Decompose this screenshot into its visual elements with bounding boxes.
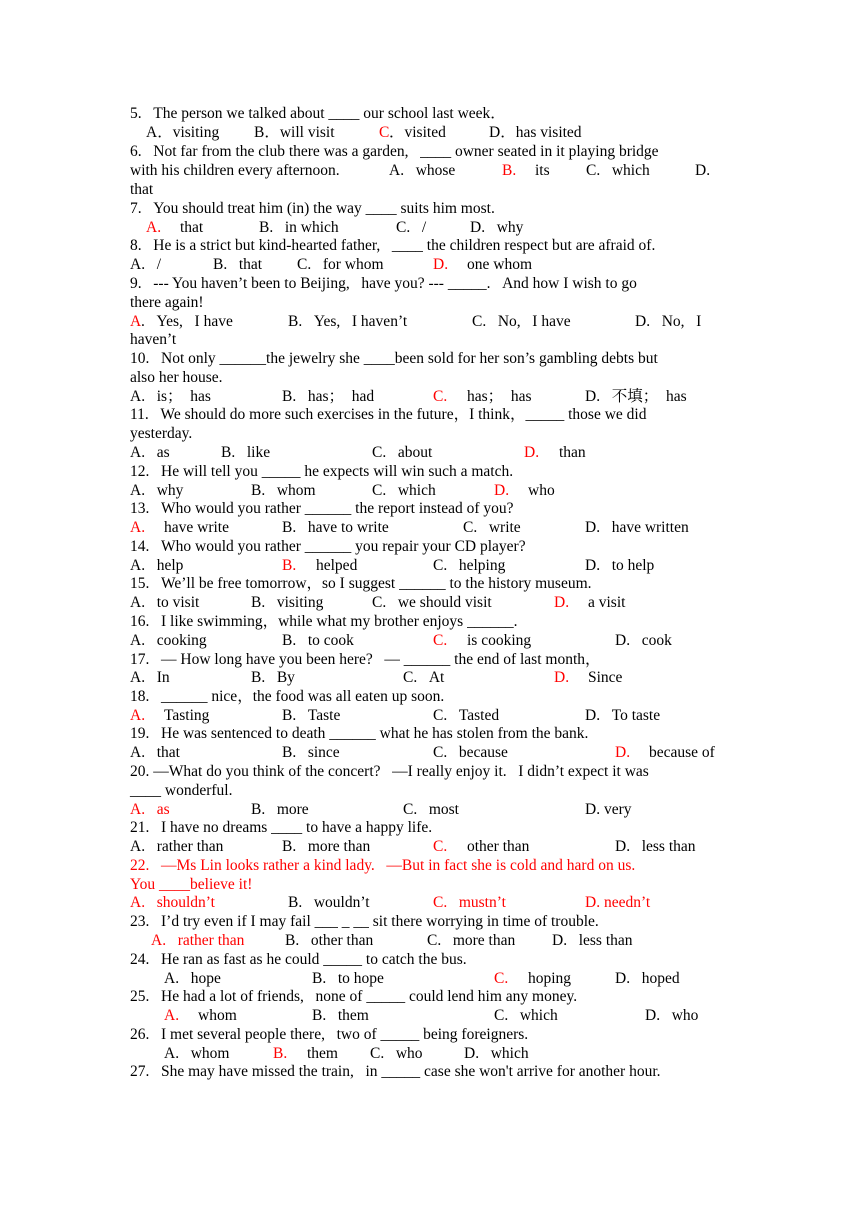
text-segment: 24. He ran as fast as he could _____ to catch the bus.: [130, 951, 467, 968]
option-b: B. them: [312, 1007, 369, 1024]
option-c: C. more than: [427, 932, 516, 949]
option-d: D. have written: [585, 519, 689, 536]
option-a: A. In: [130, 669, 170, 686]
option-b: B. like: [221, 444, 271, 461]
text-segment: haven’t: [130, 331, 177, 348]
option-c: C. mustn’t: [433, 894, 506, 911]
text-segment: 23. I’d try even if I may fail ___ _ __ sit there worrying in time of trouble.: [130, 913, 599, 930]
text-segment: 17. — How long have you been here? — ______ the end of last month，: [130, 651, 601, 668]
answer-marker: D.: [433, 256, 449, 273]
text-segment: 22. —Ms Lin looks rather a kind lady. —But in fact she is cold and hard on us.: [130, 857, 636, 874]
option-d: D. less than: [615, 838, 696, 855]
answer-marker: A: [130, 313, 142, 330]
option-d: D.: [695, 162, 711, 179]
text-segment: 19. He was sentenced to death ______ what he has stolen from the bank.: [130, 725, 589, 742]
text-segment: with his children every afternoon.: [130, 162, 340, 179]
option-d: who: [528, 482, 555, 499]
option-b: its: [535, 162, 550, 179]
option-b: them: [307, 1045, 338, 1062]
option-c: C. which: [372, 482, 436, 499]
option-b: B．will visit: [254, 124, 335, 141]
option-b: B. to hope: [312, 970, 384, 987]
option-b: B. have to write: [282, 519, 389, 536]
option-d: D．has visited: [489, 124, 582, 141]
option-a: A. as: [130, 444, 170, 461]
text-segment: 15. We’ll be free tomorrow，so I suggest ______ to the history museum.: [130, 575, 592, 592]
text-segment: ____ wonderful.: [130, 782, 233, 799]
option-a: A. why: [130, 482, 184, 499]
answer-marker: A.: [146, 219, 162, 236]
option-b: B. wouldn’t: [288, 894, 370, 911]
option-c: is cooking: [467, 632, 532, 649]
option-c: C. helping: [433, 557, 506, 574]
option-c: has； has: [467, 388, 532, 405]
option-b: B. visiting: [251, 594, 324, 611]
option-d: D. to help: [585, 557, 655, 574]
answer-marker: A.: [164, 1007, 180, 1024]
text-segment: also her house.: [130, 369, 223, 386]
option-a: A. whose: [389, 162, 456, 179]
option-b: B. has； had: [282, 388, 375, 405]
option-a: A. hope: [164, 970, 221, 987]
option-b: B. to cook: [282, 632, 354, 649]
option-b: B. that: [213, 256, 263, 273]
option-d: D. why: [470, 219, 524, 236]
text-segment: 21. I have no dreams ____ to have a happy life.: [130, 819, 433, 836]
option-d: a visit: [588, 594, 626, 611]
answer-marker: D.: [554, 594, 570, 611]
option-d: one whom: [467, 256, 533, 273]
option-c: ．visited: [389, 124, 446, 141]
text-segment: 5. The person we talked about ____ our school last week．: [130, 105, 506, 122]
option-d: D. To taste: [585, 707, 661, 724]
text-segment: 14. Who would you rather ______ you repair your CD player?: [130, 538, 526, 555]
answer-marker: D.: [615, 744, 631, 761]
option-d: D. No, I: [635, 313, 702, 330]
text-segment: 6. Not far from the club there was a garden, ____ owner seated in it playing bridge: [130, 143, 659, 160]
answer-marker: A.: [130, 707, 146, 724]
option-a: A. to visit: [130, 594, 200, 611]
option-a: A. rather than: [130, 838, 224, 855]
option-c: C. because: [433, 744, 508, 761]
option-b: B. Yes, I haven’t: [288, 313, 408, 330]
answer-marker: C: [379, 124, 390, 141]
text-segment: 25. He had a lot of friends, none of _____ could lend him any money.: [130, 988, 578, 1005]
answer-marker: D.: [524, 444, 540, 461]
text-segment: there again!: [130, 294, 204, 311]
option-b: helped: [316, 557, 358, 574]
answer-marker: C.: [433, 388, 448, 405]
option-b: B. in which: [259, 219, 339, 236]
option-c: C. write: [463, 519, 521, 536]
option-b: B. whom: [251, 482, 316, 499]
option-a: A. that: [130, 744, 180, 761]
option-b: B. other than: [285, 932, 374, 949]
option-d: D. needn’t: [585, 894, 651, 911]
option-a: A. cooking: [130, 632, 207, 649]
option-a: A．visiting: [146, 124, 220, 141]
answer-marker: B.: [502, 162, 517, 179]
text-segment: 12. He will tell you _____ he expects will win such a match.: [130, 463, 514, 480]
option-d: D. very: [585, 801, 632, 818]
option-d: than: [559, 444, 586, 461]
option-c: C. most: [403, 801, 459, 818]
text-segment: 13. Who would you rather ______ the report instead of you?: [130, 500, 514, 517]
option-a: Tasting: [164, 707, 210, 724]
text-segment: 20. —What do you think of the concert? —I really enjoy it. I didn’t expect it was: [130, 763, 649, 780]
text-segment: 27. She may have missed the train, in _____ case she won't arrive for another hour.: [130, 1063, 661, 1080]
option-c: C. for whom: [297, 256, 384, 273]
option-c: C. No, I have: [472, 313, 571, 330]
answer-marker: A.: [130, 519, 146, 536]
option-a: A. /: [130, 256, 161, 273]
text-segment: 11. We should do more such exercises in the future，I think，_____ those we did: [130, 406, 647, 423]
option-d: D. cook: [615, 632, 672, 649]
text-segment: 8. He is a strict but kind-hearted father, ____ the children respect but are afraid of.: [130, 237, 656, 254]
option-c: C. /: [396, 219, 427, 236]
text-segment: 16. I like swimming，while what my brother enjoys ______.: [130, 613, 518, 630]
option-d: Since: [588, 669, 623, 686]
answer-marker: B.: [282, 557, 297, 574]
option-c: C. we should visit: [372, 594, 492, 611]
text-segment: 18. ______ nice，the food was all eaten up soon.: [130, 688, 445, 705]
option-c: C. At: [403, 669, 445, 686]
option-a: that: [180, 219, 204, 236]
option-d: D. 不填； has: [585, 388, 687, 405]
option-c: other than: [467, 838, 530, 855]
option-a: A. whom: [164, 1045, 230, 1062]
option-a: A. shouldn’t: [130, 894, 215, 911]
answer-marker: D.: [554, 669, 570, 686]
option-d: D. less than: [552, 932, 633, 949]
answer-option-a: A. as: [130, 801, 170, 818]
option-a: whom: [198, 1007, 237, 1024]
text-segment: 9. --- You haven’t been to Beijing, have you? --- _____. And how I wish to go: [130, 275, 637, 292]
option-d: D. hoped: [615, 970, 680, 987]
answer-marker: B.: [273, 1045, 288, 1062]
answer-option-a: A. rather than: [151, 932, 245, 949]
option-c: C. which: [586, 162, 650, 179]
option-a: have write: [164, 519, 229, 536]
option-c: C. Tasted: [433, 707, 500, 724]
option-c: C. who: [370, 1045, 423, 1062]
option-c: hoping: [528, 970, 572, 987]
text-segment: yesterday.: [130, 425, 193, 442]
text-segment: 7. You should treat him (in) the way ____ suits him most.: [130, 200, 495, 217]
option-b: B. more than: [282, 838, 371, 855]
option-a: . Yes, I have: [141, 313, 233, 330]
text-segment: 26. I met several people there, two of _____ being foreigners.: [130, 1026, 529, 1043]
option-d: D. which: [464, 1045, 529, 1062]
option-b: B. since: [282, 744, 340, 761]
option-c: C. which: [494, 1007, 558, 1024]
option-d: because of: [649, 744, 715, 761]
option-b: B. Taste: [282, 707, 341, 724]
option-b: B. more: [251, 801, 309, 818]
option-a: A. help: [130, 557, 184, 574]
answer-marker: C.: [494, 970, 509, 987]
text-segment: You ____believe it!: [130, 876, 253, 893]
option-b: B. By: [251, 669, 295, 686]
text-segment: 10. Not only ______the jewelry she ____been sold for her son’s gambling debts but: [130, 350, 658, 367]
option-c: C. about: [372, 444, 433, 461]
answer-marker: C.: [433, 838, 448, 855]
option-d: D. who: [645, 1007, 699, 1024]
text-segment: that: [130, 181, 154, 198]
answer-marker: C.: [433, 632, 448, 649]
option-a: A. is； has: [130, 388, 211, 405]
answer-marker: D.: [494, 482, 510, 499]
